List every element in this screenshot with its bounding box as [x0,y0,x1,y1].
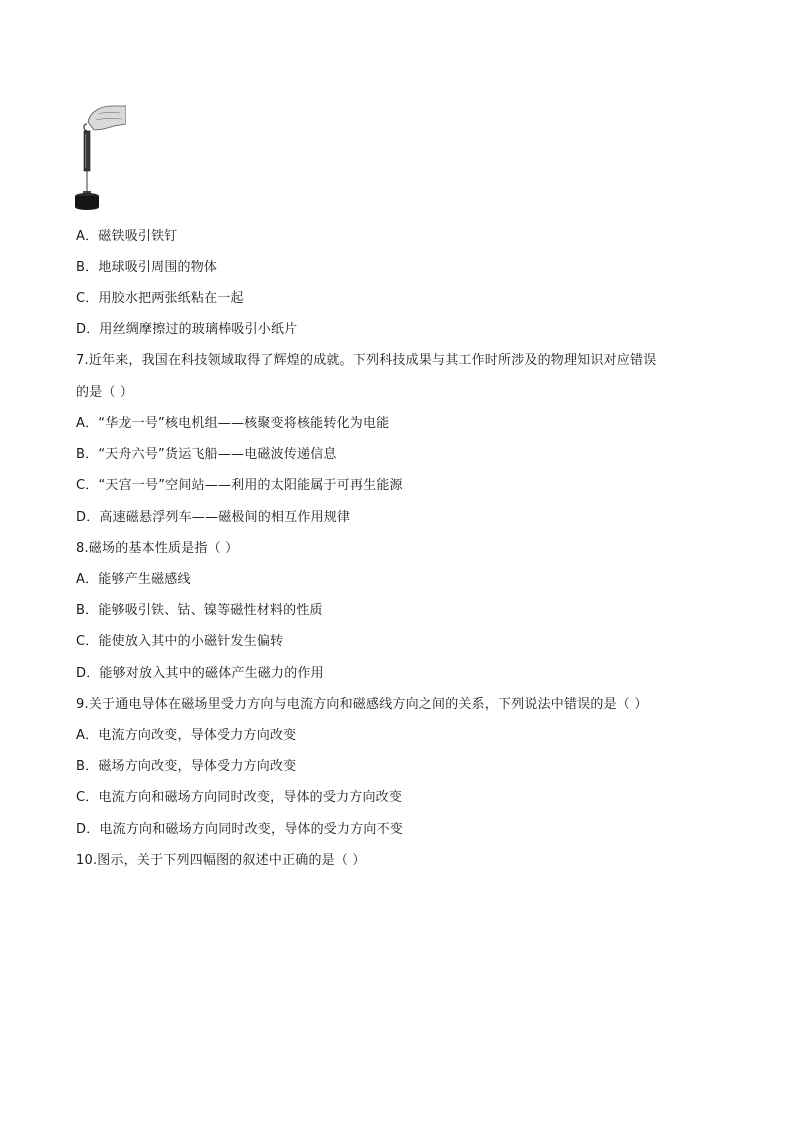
q7-stem-line1: 7.近年来，我国在科技领域取得了辉煌的成就。下列科技成果与其工作时所涉及的物理知识对应错误 [76,353,657,368]
q8-option-c: C．能使放入其中的小磁针发生偏转 [76,634,284,649]
q6-option-c: C．用胶水把两张纸粘在一起 [76,291,244,306]
q7-option-c: C．“天宫一号”空间站——利用的太阳能属于可再生能源 [76,478,403,493]
hook-shape [84,124,87,131]
magnet-rod [84,131,90,171]
q9-stem: 9.关于通电导体在磁场里受力方向与电流方向和磁感线方向之间的关系，下列说法中错误的是（ ） [76,697,648,712]
q8-option-d: D．能够对放入其中的磁体产生磁力的作用 [76,666,324,681]
magnet-weight-figure [74,100,126,212]
q9-option-a: A．电流方向改变，导体受力方向改变 [76,728,297,743]
q10-stem: 10.图示，关于下列四幅图的叙述中正确的是（ ） [76,853,366,868]
q9-option-c: C．电流方向和磁场方向同时改变，导体的受力方向改变 [76,790,403,805]
q7-option-a: A．“华龙一号”核电机组——核聚变将核能转化为电能 [76,416,390,431]
hand-shape [88,106,126,130]
q7-option-b: B．“天舟六号”货运飞船——电磁波传递信息 [76,447,337,462]
q8-stem: 8.磁场的基本性质是指（ ） [76,541,239,556]
q8-option-b: B．能够吸引铁、钴、镍等磁性材料的性质 [76,603,323,618]
q7-stem-line2: 的是（ ） [76,385,134,400]
q6-option-b: B．地球吸引周围的物体 [76,260,218,275]
q9-option-d: D．电流方向和磁场方向同时改变，导体的受力方向不变 [76,822,404,837]
q9-option-b: B．磁场方向改变，导体受力方向改变 [76,759,297,774]
q6-option-a: A．磁铁吸引铁钉 [76,229,178,244]
q7-option-d: D．高速磁悬浮列车——磁极间的相互作用规律 [76,510,351,525]
q6-option-d: D．用丝绸摩擦过的玻璃棒吸引小纸片 [76,322,298,337]
q8-option-a: A．能够产生磁感线 [76,572,191,587]
